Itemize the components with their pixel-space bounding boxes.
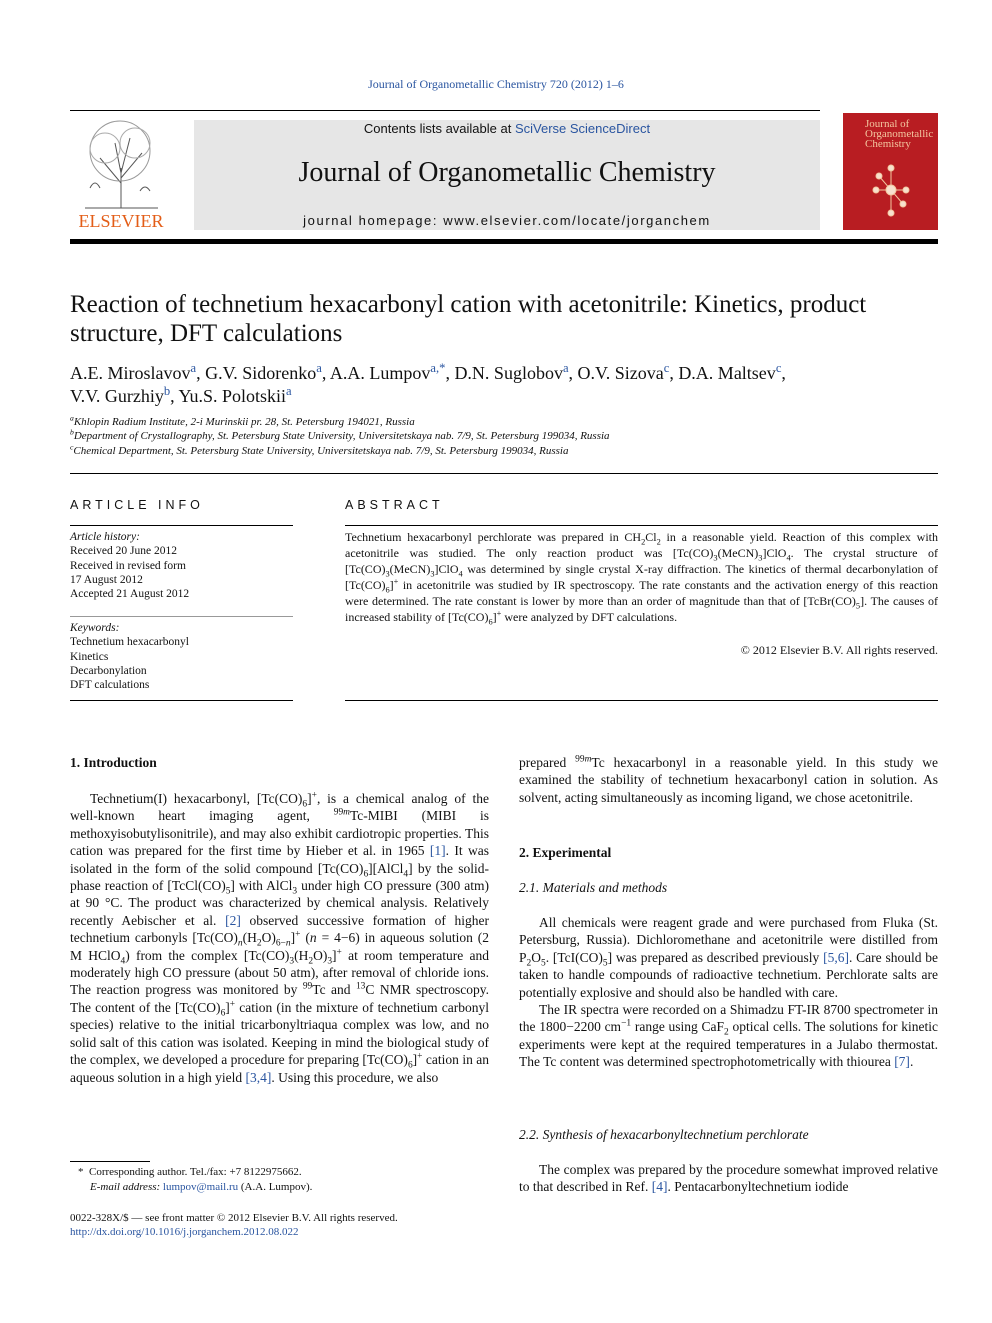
article-history: Article history: Received 20 June 2012 Received in revised form 17 August 2012 Accepted 21 August 2012	[70, 531, 190, 601]
affiliation-c: $^c$Chemical Department, St. Petersburg State University, Universitetskaya nab. 7/9, St. Petersburg 199034, Russia	[70, 442, 569, 457]
synthesis-text: The complex was prepared by the procedure somewhat improved relative to that described in Ref. [4]. Pentacarbonyltechnetium iodide	[519, 1162, 938, 1195]
journal-name: Journal of Organometallic Chemistry	[298, 157, 716, 188]
abstract-heading: ABSTRACT	[345, 498, 444, 512]
publisher-wordmark: ELSEVIER	[78, 211, 164, 231]
affiliation-rule	[70, 473, 938, 474]
affiliation-a: $^a$Khlopin Radium Institute, 2-i Murinskii pr. 28, St. Petersburg 194021, Russia	[70, 413, 415, 428]
keyword: Decarbonylation	[70, 664, 147, 677]
subsection-materials-heading: 2.1. Materials and methods	[519, 880, 668, 895]
subsection-synthesis-heading: 2.2. Synthesis of hexacarbonyltechnetium perchlorate	[519, 1127, 809, 1142]
doi-link[interactable]: http://dx.doi.org/10.1016/j.jorganchem.2012.08.022	[70, 1226, 299, 1238]
introduction-text: Technetium(I) hexacarbonyl, $[Tc(CO)_6]^+$, is a chemical analog of the well-known heart imaging agent, $^{99m}$Tc-MIBI (MIBI is methoxyisobutylisonitrile), and may also exhibit cardiotropic properties. This cation was prepared for the first time by Hieber et al. in 1965 [1]. It was isolated in the form of the solid compound $[Tc(CO)_6][AlCl_4]$ by the solid-phase reaction of $[TcCl(CO)_5]$ with AlCl$_3$ under high CO pressure (300 atm) at 90 °C. The product was characterized by chemical analysis. Relatively recently Aebischer et al. [2] observed successive formation of higher technetium carbonyls $[Tc(CO)_n(H_2O)_{6-n}]^+$ (n = 4−6) in aqueous solution (2 M HClO$_4$) from the complex $[Tc(CO)_3(H_2O)_3]^+$ at room temperature and moderately high CO pressure (about 50 atm), after removal of chloride ions. The reaction progress was monitored by $^{99}$Tc and $^{13}$C NMR spectroscopy. The content of the $[Tc(CO)_6]^+$ cation (in the mixture of technetium carbonyl species) relative to the initial tricarbonyltriaqua complex was low, and no solid salt of this cation was isolated. Keeping in mind the biological study of the complex, we developed a procedure for preparing $[Tc(CO)_6]^+$ cation in an aqueous solution in a high yield [3,4]. Using this procedure, we also	[70, 790, 490, 1085]
author-list: A.E. Miroslavov$^a$, G.V. Sidorenko$^a$, A.A. Lumpov$^{a,*}$, D.N. Suglobov$^a$, O.V. Sizova$^c$, D.A. Maltsev$^c$, V.V. Gurzhiy$^b$, Yu.S. Polotskii$^a$	[70, 361, 786, 406]
journal-homepage[interactable]: journal homepage: www.elsevier.com/locate/jorganchem	[303, 213, 711, 228]
keyword: Kinetics	[70, 650, 109, 663]
keywords: Keywords: Technetium hexacarbonyl Kinetics Decarbonylation DFT calculations	[70, 621, 293, 692]
abstract-rule	[345, 525, 938, 526]
section-introduction-heading: 1. Introduction	[70, 755, 157, 770]
issn-line: 0022-328X/$ — see front matter © 2012 Elsevier B.V. All rights reserved.	[70, 1212, 398, 1224]
affiliation-b: $^b$Department of Crystallography, St. Petersburg State University, Universitetskaya nab. 7/9, St. Petersburg 199034, Russia	[70, 427, 610, 442]
article-info-rule	[70, 525, 293, 526]
footnote-rule	[70, 1161, 150, 1162]
article-info-heading: ARTICLE INFO	[70, 498, 204, 512]
introduction-continued: prepared $^{99m}$Tc hexacarbonyl in a reasonable yield. In this study we examined the stability of technetium hexacarbonyl cation in solution. As solvent, acting simultaneously as incoming ligand, we chose acetonitrile.	[519, 754, 938, 805]
contents-prefix: Contents lists available at	[363, 121, 515, 136]
keyword: DFT calculations	[70, 679, 150, 692]
sciencedirect-link[interactable]: SciVerse ScienceDirect	[514, 121, 651, 136]
cover-title: Journal of Organometallic Chemistry	[865, 118, 934, 150]
copyright: © 2012 Elsevier B.V. All rights reserved.	[740, 643, 938, 657]
article-info-bottom-rule	[70, 700, 293, 701]
abstract-bottom-rule	[345, 700, 938, 701]
keywords-rule	[70, 616, 293, 617]
molecule-icon	[871, 158, 911, 223]
elsevier-tree-logo	[70, 113, 172, 231]
header-rule	[70, 110, 820, 111]
journal-reference[interactable]: Journal of Organometallic Chemistry 720 (2012) 1–6	[368, 77, 624, 91]
journal-cover-image	[843, 113, 938, 230]
materials-text: All chemicals were reagent grade and were purchased from Fluka (St. Petersburg, Russia). Dichloromethane and acetonitrile were distilled from $P_2O_5$. $[TcI(CO)_5]$ was prepared as described previously [5,6]. Care should be taken to handle compounds of radioactive technetium. Perchlorate salts are potentially explosive and should also be handled with care. The IR spectra were recorded on a Shimadzu FT-IR 8700 spectrometer in the 1800−2200 $cm^{-1}$ range using CaF$_2$ optical cells. The solutions for kinetic experiments were kept at the required temperatures in a Julabo thermostat. The Tc content was determined spectrophotometrically with thiourea [7].	[519, 915, 939, 1070]
keyword: Technetium hexacarbonyl	[70, 636, 189, 649]
abstract-text: Technetium hexacarbonyl perchlorate was prepared in $CH_2Cl_2$ in a reasonable yield. Reaction of this complex with acetonitrile was studied. The only reaction product was $[Tc(CO)_3(MeCN)_3]ClO_4$. The crystal structure of $[Tc(CO)_3(MeCN)_3]ClO_4$ was determined by single crystal X-ray diffraction. The kinetics of thermal decarbonylation of $[Tc(CO)_6]^+$ in acetonitrile was studied by IR spectroscopy. The rate constants and the activation energy of this reaction were determined. The rate constant is lower by more than an order of magnitude than that of $[TcBr(CO)_5]$. The causes of increased stability of $[Tc(CO)_6]^+$ were analyzed by DFT calculations.	[345, 530, 939, 627]
contents-line	[194, 121, 820, 136]
article-title: Reaction of technetium hexacarbonyl cation with acetonitrile: Kinetics, product structure, DFT calculations	[70, 291, 867, 347]
header-thick-rule	[70, 239, 938, 244]
corresponding-footnote: * Corresponding author. Tel./fax: +7 8122975662. E-mail address: lumpov@mail.ru (A.A. Lumpov).	[78, 1166, 313, 1193]
email-link[interactable]: lumpov@mail.ru	[162, 1181, 239, 1193]
section-experimental-heading: 2. Experimental	[519, 845, 612, 860]
